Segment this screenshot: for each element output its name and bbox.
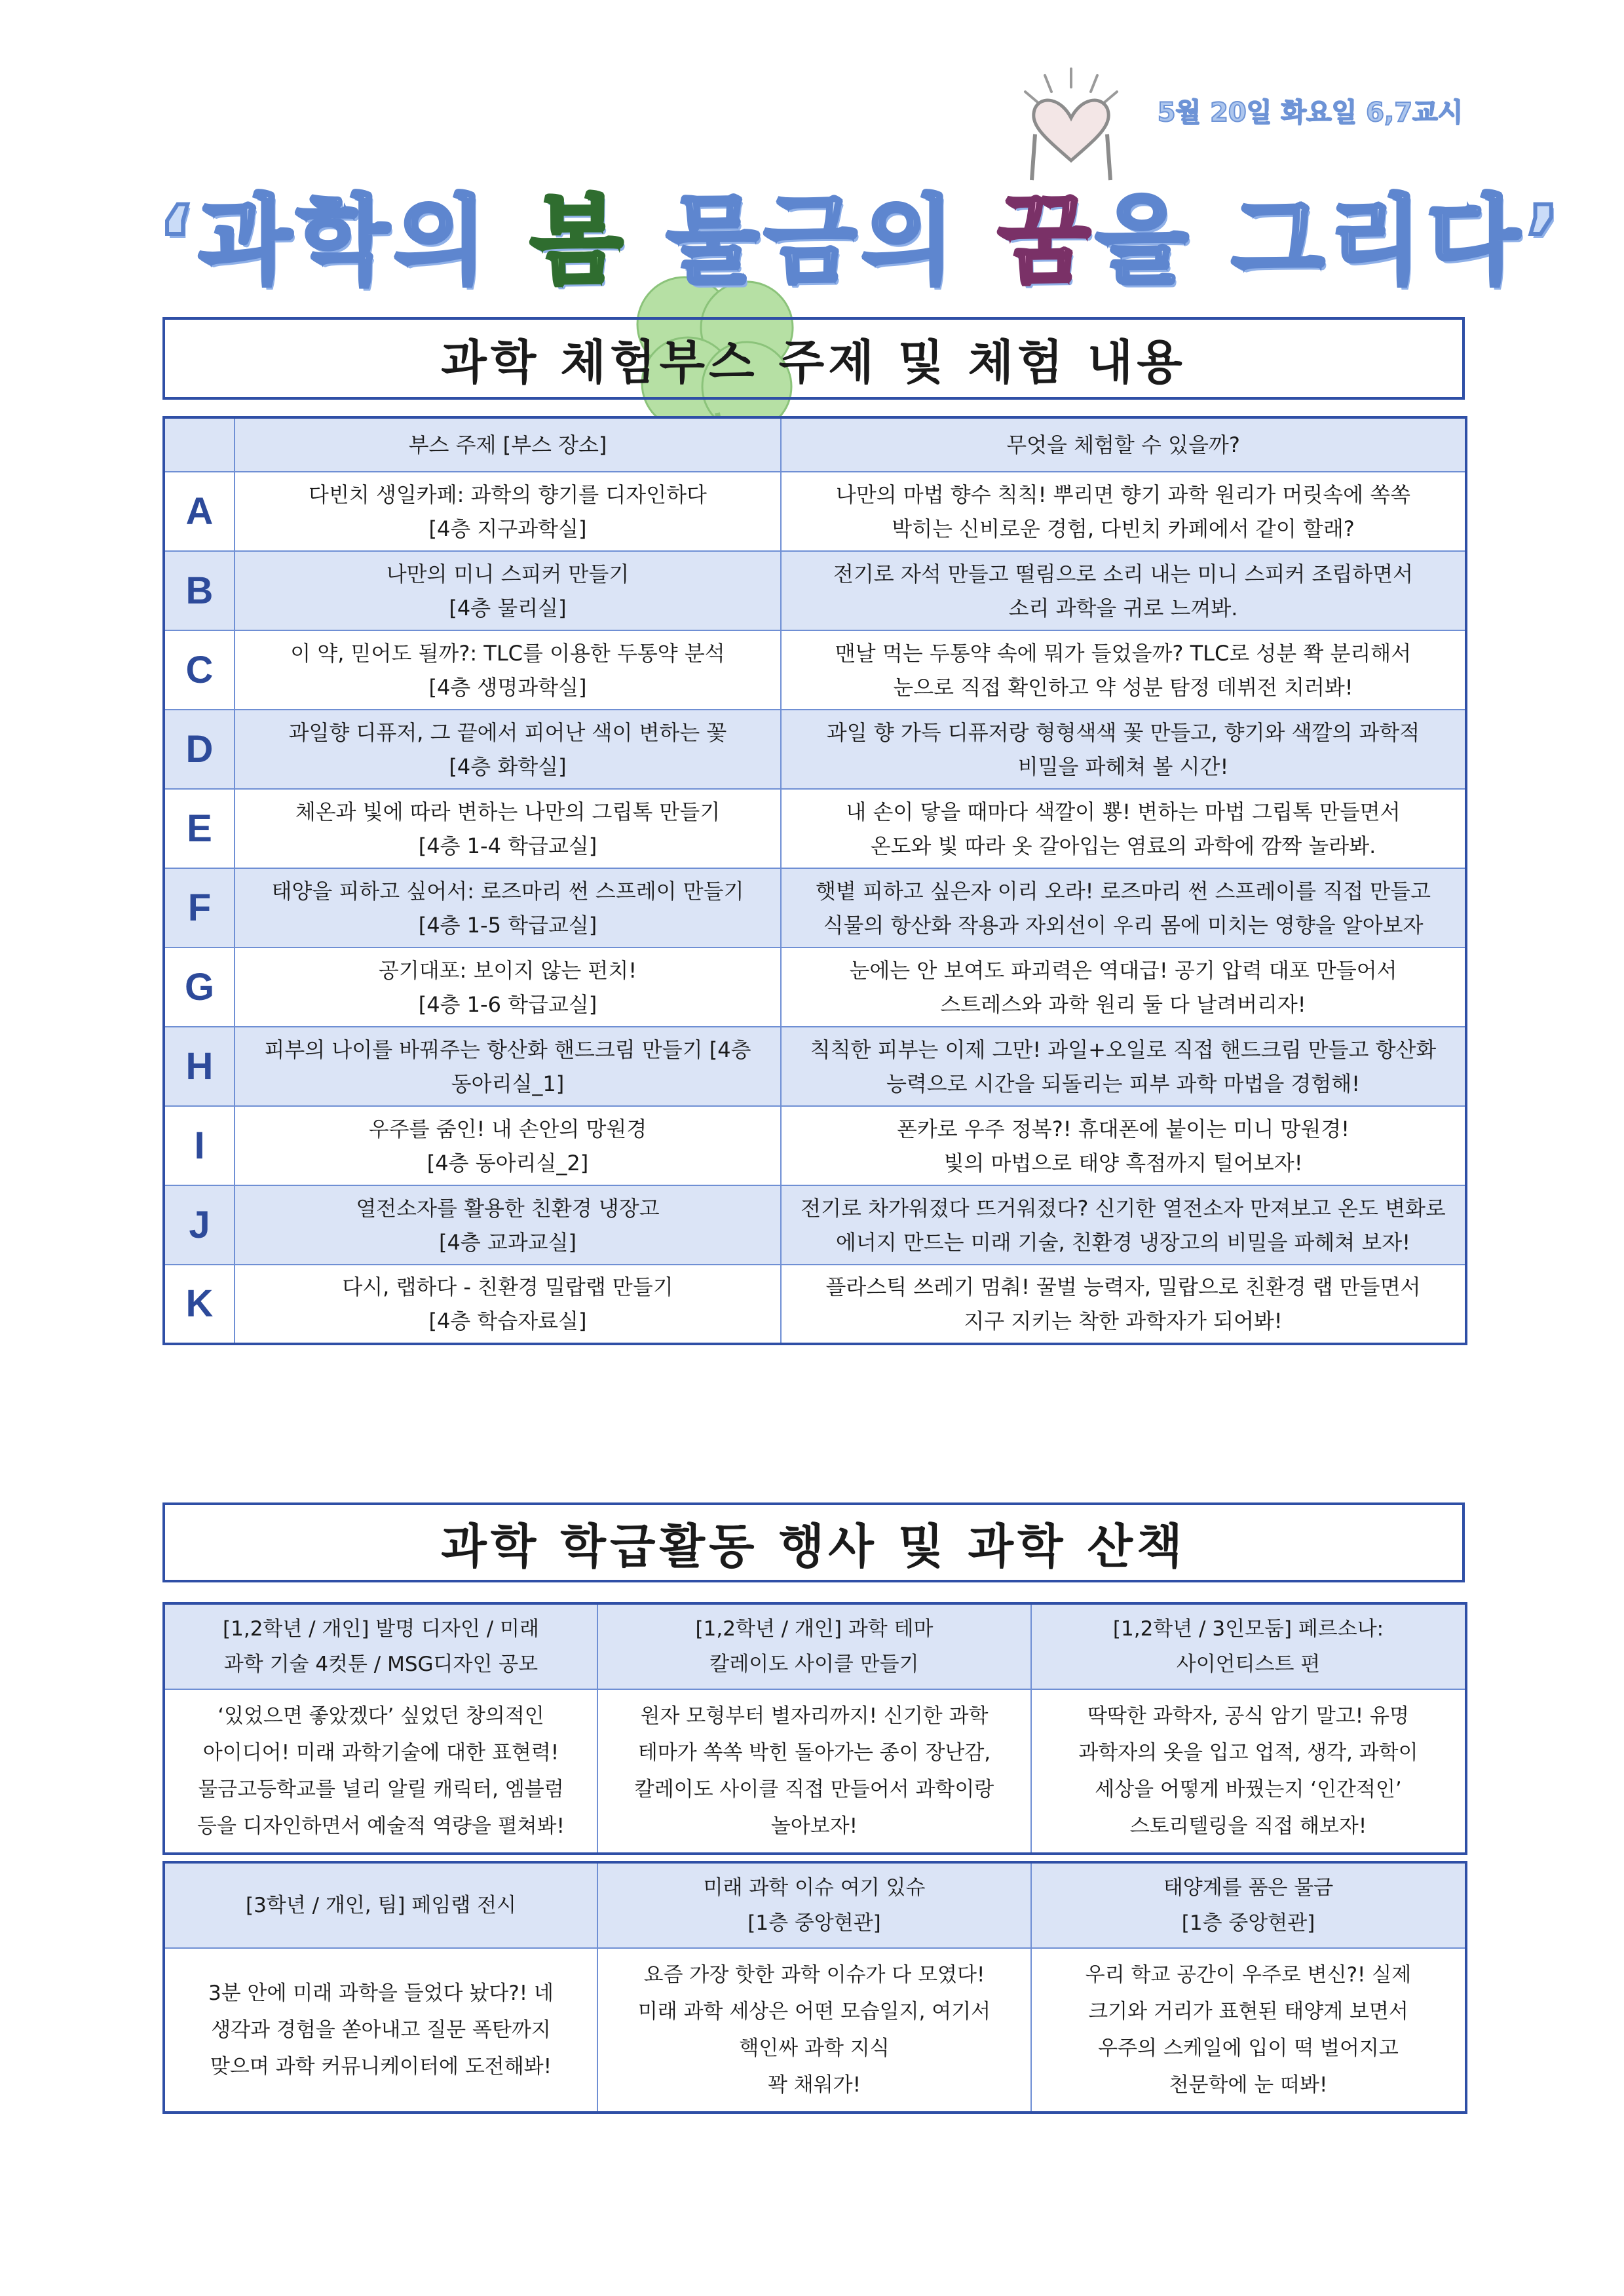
table-row bbox=[164, 630, 1466, 710]
column-header-topic: 부스 주제 [부스 장소] bbox=[235, 417, 781, 472]
table-row bbox=[164, 1106, 1466, 1185]
booth-letter: G bbox=[164, 947, 235, 1027]
activity-header bbox=[1031, 1862, 1466, 1948]
booth-letter: A bbox=[164, 472, 235, 551]
description-line: 박히는 신비로운 경험, 다빈치 카페에서 같이 할래? bbox=[892, 516, 1355, 541]
activity-content bbox=[1031, 1948, 1466, 2113]
booth-description bbox=[781, 630, 1466, 710]
description-line: 눈에는 안 보여도 파괴력은 역대급! 공기 압력 대포 만들어서 bbox=[849, 957, 1397, 983]
title-highlight-spring: 봄 bbox=[530, 185, 628, 297]
description-line: 식물의 항산화 작용과 자외선이 우리 몸에 미치는 영향을 알아보자 bbox=[823, 912, 1424, 938]
column-header-letter bbox=[164, 417, 235, 472]
activity-line: 물금고등학교를 널리 알릴 캐릭터, 엠블럼 bbox=[198, 1778, 564, 1801]
description-line: 지구 지키는 착한 과학자가 되어봐! bbox=[964, 1309, 1283, 1333]
booth-letter: F bbox=[164, 868, 235, 947]
description-line: 빛의 마법으로 태양 흑점까지 털어보자! bbox=[943, 1150, 1303, 1176]
activity-line: 맞으며 과학 커뮤니케이터에 도전해봐! bbox=[210, 2055, 552, 2078]
booth-description bbox=[781, 1106, 1466, 1185]
table-row bbox=[164, 789, 1466, 868]
title-part-3: 물금의 bbox=[628, 185, 998, 297]
booth-description bbox=[781, 1027, 1466, 1106]
booth-topic bbox=[235, 1185, 781, 1265]
activity-content bbox=[1031, 1689, 1466, 1854]
activity-header-line: [1,2학년 / 개인] 발명 디자인 / 미래 bbox=[223, 1617, 539, 1641]
description-line: 에너지 만드는 미래 기술, 친환경 냉장고의 비밀을 파헤쳐 보자! bbox=[835, 1229, 1411, 1255]
table-row bbox=[164, 1027, 1466, 1106]
activity-header-line: [1,2학년 / 개인] 과학 테마 bbox=[695, 1617, 934, 1641]
topic-place: [4층 교과교실] bbox=[438, 1229, 577, 1255]
title-part-5: 을 그리다’ bbox=[1095, 185, 1566, 297]
booth-description bbox=[781, 472, 1466, 551]
activity-header bbox=[164, 1862, 597, 1948]
booth-description bbox=[781, 868, 1466, 947]
booth-topic bbox=[235, 1027, 781, 1106]
activity-line: 3분 안에 미래 과학을 들었다 놨다?! 네 bbox=[208, 1981, 554, 2005]
activity-content-row bbox=[164, 1689, 1466, 1854]
description-line: 능력으로 시간을 되돌리는 피부 과학 마법을 경험해! bbox=[886, 1071, 1360, 1096]
description-line: 전기로 차가워졌다 뜨거워졌다? 신기한 열전소자 만져보고 온도 변화로 bbox=[801, 1195, 1446, 1221]
description-line: 과일 향 가득 디퓨저랑 형형색색 꽃 만들고, 향기와 색깔의 과학적 bbox=[826, 719, 1420, 745]
booth-description bbox=[781, 1185, 1466, 1265]
table-row bbox=[164, 551, 1466, 630]
booth-letter: K bbox=[164, 1265, 235, 1344]
topic-place: 동아리실_1] bbox=[451, 1071, 565, 1096]
activity-line: 우주의 스케일에 입이 떡 벌어지고 bbox=[1098, 2037, 1399, 2060]
topic-title: 다시, 랩하다 - 친환경 밀랍랩 만들기 bbox=[342, 1274, 673, 1299]
booth-topic bbox=[235, 947, 781, 1027]
activity-content bbox=[597, 1689, 1031, 1854]
topic-place: [4층 1-5 학급교실] bbox=[418, 912, 597, 938]
activity-section-heading: 과학 학급활동 행사 및 과학 산책 bbox=[162, 1502, 1465, 1582]
topic-place: [4층 학습자료실] bbox=[428, 1309, 587, 1333]
topic-title: 이 약, 믿어도 될까?: TLC를 이용한 두통약 분석 bbox=[290, 640, 725, 666]
description-line: 소리 과학을 귀로 느껴봐. bbox=[1008, 595, 1238, 621]
activity-header-line: 과학 기술 4컷툰 / MSG디자인 공모 bbox=[223, 1653, 538, 1676]
activity-header-line: [1,2학년 / 3인모둠] 페르소나: bbox=[1112, 1617, 1384, 1641]
description-line: 나만의 마법 향수 칙칙! 뿌리면 향기 과학 원리가 머릿속에 쏙쏙 bbox=[835, 482, 1411, 507]
topic-title: 우주를 줌인! 내 손안의 망원경 bbox=[368, 1116, 647, 1141]
activity-line: 핵인싸 과학 지식 bbox=[739, 2037, 890, 2060]
activity-line: 생각과 경험을 쏟아내고 질문 폭탄까지 bbox=[211, 2018, 551, 2042]
booth-description bbox=[781, 947, 1466, 1027]
booth-letter: I bbox=[164, 1106, 235, 1185]
activity-header bbox=[597, 1862, 1031, 1948]
activity-header-line: [1층 중앙현관] bbox=[1181, 1911, 1315, 1935]
activity-content bbox=[164, 1948, 597, 2113]
title-highlight-dream: 꿈 bbox=[998, 185, 1096, 297]
description-line: 눈으로 직접 확인하고 약 성분 탐정 데뷔전 치러봐! bbox=[893, 674, 1353, 700]
topic-place: [4층 생명과학실] bbox=[428, 674, 587, 700]
activity-header bbox=[597, 1603, 1031, 1689]
topic-place: [4층 화학실] bbox=[449, 754, 567, 779]
description-line: 플라스틱 쓰레기 멈춰! 꿀벌 능력자, 밀랍으로 친환경 랩 만들면서 bbox=[825, 1274, 1421, 1299]
page-title bbox=[157, 151, 1566, 321]
topic-title: 공기대포: 보이지 않는 펀치! bbox=[378, 957, 637, 983]
booth-topic bbox=[235, 472, 781, 551]
description-line: 맨날 먹는 두통약 속에 뭐가 들었을까? TLC로 성분 쫙 분리해서 bbox=[835, 640, 1412, 666]
booth-topic bbox=[235, 789, 781, 868]
activity-line: 스토리텔링을 직접 해보자! bbox=[1129, 1814, 1367, 1838]
activity-line: 원자 모형부터 별자리까지! 신기한 과학 bbox=[640, 1704, 989, 1728]
booth-table bbox=[162, 416, 1467, 1345]
topic-title: 다빈치 생일카페: 과학의 향기를 디자인하다 bbox=[309, 482, 707, 507]
booth-letter: J bbox=[164, 1185, 235, 1265]
activity-line: 요즘 가장 핫한 과학 이슈가 다 모였다! bbox=[643, 1963, 985, 1987]
activity-line: 등을 디자인하면서 예술적 역량을 펼쳐봐! bbox=[197, 1814, 565, 1838]
activity-header bbox=[1031, 1603, 1466, 1689]
activity-header-line: 칼레이도 사이클 만들기 bbox=[709, 1653, 919, 1676]
table-header-row bbox=[164, 417, 1466, 472]
booth-description bbox=[781, 551, 1466, 630]
topic-title: 피부의 나이를 바꿔주는 항산화 핸드크림 만들기 [4층 bbox=[264, 1037, 751, 1062]
topic-place: [4층 동아리실_2] bbox=[426, 1150, 589, 1176]
activity-line: 천문학에 눈 떠봐! bbox=[1169, 2073, 1328, 2097]
booth-description bbox=[781, 789, 1466, 868]
description-line: 스트레스와 과학 원리 둘 다 날려버리자! bbox=[940, 991, 1306, 1017]
activity-header-line: 미래 과학 이슈 여기 있슈 bbox=[703, 1876, 926, 1900]
description-line: 햇볕 피하고 싶은자 이리 오라! 로즈마리 썬 스프레이를 직접 만들고 bbox=[815, 878, 1431, 904]
description-line: 온도와 빛 따라 옷 갈아입는 염료의 과학에 깜짝 놀라봐. bbox=[870, 833, 1376, 858]
activity-header-row bbox=[164, 1603, 1466, 1689]
table-row bbox=[164, 1185, 1466, 1265]
activity-line: 세상을 어떻게 바꿨는지 ‘인간적인’ bbox=[1095, 1778, 1402, 1801]
activity-line: 꽉 채워가! bbox=[767, 2073, 861, 2097]
description-line: 폰카로 우주 정복?! 휴대폰에 붙이는 미니 망원경! bbox=[896, 1116, 1350, 1141]
description-line: 칙칙한 피부는 이제 그만! 과일+오일로 직접 핸드크림 만들고 항산화 bbox=[810, 1037, 1437, 1062]
booth-topic bbox=[235, 630, 781, 710]
activity-line: 딱딱한 과학자, 공식 암기 말고! 유명 bbox=[1087, 1704, 1409, 1728]
booth-letter: H bbox=[164, 1027, 235, 1106]
event-date: 5월 20일 화요일 6,7교시 bbox=[1157, 98, 1463, 128]
booth-topic bbox=[235, 551, 781, 630]
activity-table-1 bbox=[162, 1602, 1467, 1855]
activity-line: 미래 과학 세상은 어떤 모습일지, 여기서 bbox=[637, 2000, 991, 2023]
booth-description bbox=[781, 1265, 1466, 1344]
booth-topic bbox=[235, 868, 781, 947]
booth-section-heading: 과학 체험부스 주제 및 체험 내용 bbox=[162, 317, 1465, 400]
activity-content bbox=[597, 1948, 1031, 2113]
booth-letter: D bbox=[164, 710, 235, 789]
activity-line: 테마가 쏙쏙 박힌 돌아가는 종이 장난감, bbox=[637, 1741, 991, 1765]
activity-line: 우리 학교 공간이 우주로 변신?! 실제 bbox=[1085, 1963, 1412, 1987]
booth-letter: C bbox=[164, 630, 235, 710]
table-row bbox=[164, 710, 1466, 789]
activity-line: 아이디어! 미래 과학기술에 대한 표현력! bbox=[202, 1741, 559, 1765]
activity-header-line: [1층 중앙현관] bbox=[747, 1911, 881, 1935]
activity-line: 과학자의 옷을 입고 업적, 생각, 과학이 bbox=[1078, 1741, 1418, 1765]
table-row bbox=[164, 1265, 1466, 1344]
title-text bbox=[157, 164, 1566, 301]
topic-place: [4층 1-4 학급교실] bbox=[418, 833, 597, 858]
topic-title: 나만의 미니 스피커 만들기 bbox=[386, 561, 630, 586]
booth-topic bbox=[235, 1265, 781, 1344]
activity-content-row bbox=[164, 1948, 1466, 2113]
description-line: 비밀을 파헤쳐 볼 시간! bbox=[1017, 754, 1229, 779]
activity-table-2 bbox=[162, 1861, 1467, 2114]
topic-place: [4층 1-6 학급교실] bbox=[418, 991, 597, 1017]
topic-title: 체온과 빛에 따라 변하는 나만의 그립톡 만들기 bbox=[295, 799, 721, 824]
activity-line: 크기와 거리가 표현된 태양계 보면서 bbox=[1088, 2000, 1408, 2023]
topic-place: [4층 지구과학실] bbox=[428, 516, 587, 541]
activity-line: ‘있었으면 좋았겠다’ 싶었던 창의적인 bbox=[217, 1704, 544, 1728]
booth-topic bbox=[235, 710, 781, 789]
activity-line: 놀아보자! bbox=[770, 1814, 858, 1838]
title-part-1: ‘과학의 bbox=[157, 185, 531, 297]
booth-letter: E bbox=[164, 789, 235, 868]
activity-line: 칼레이도 사이클 직접 만들어서 과학이랑 bbox=[634, 1778, 994, 1801]
activity-header-line: 태양계를 품은 물금 bbox=[1163, 1876, 1334, 1900]
topic-title: 열전소자를 활용한 친환경 냉장고 bbox=[356, 1195, 660, 1221]
description-line: 내 손이 닿을 때마다 색깔이 뿅! 변하는 마법 그립톡 만들면서 bbox=[846, 799, 1401, 824]
booth-topic bbox=[235, 1106, 781, 1185]
table-row bbox=[164, 868, 1466, 947]
activity-content bbox=[164, 1689, 597, 1854]
topic-title: 태양을 피하고 싶어서: 로즈마리 썬 스프레이 만들기 bbox=[271, 878, 744, 904]
booth-description bbox=[781, 710, 1466, 789]
activity-header bbox=[164, 1603, 597, 1689]
activity-header-row bbox=[164, 1862, 1466, 1948]
table-row bbox=[164, 472, 1466, 551]
column-header-experience: 무엇을 체험할 수 있을까? bbox=[781, 417, 1466, 472]
booth-letter: B bbox=[164, 551, 235, 630]
topic-place: [4층 물리실] bbox=[449, 595, 567, 621]
description-line: 전기로 자석 만들고 떨림으로 소리 내는 미니 스피커 조립하면서 bbox=[833, 561, 1414, 586]
table-row bbox=[164, 947, 1466, 1027]
activity-header-line: [3학년 / 개인, 팀] 페임랩 전시 bbox=[246, 1894, 516, 1917]
topic-title: 과일향 디퓨저, 그 끝에서 피어난 색이 변하는 꽃 bbox=[288, 719, 727, 745]
activity-header-line: 사이언티스트 편 bbox=[1176, 1653, 1321, 1676]
